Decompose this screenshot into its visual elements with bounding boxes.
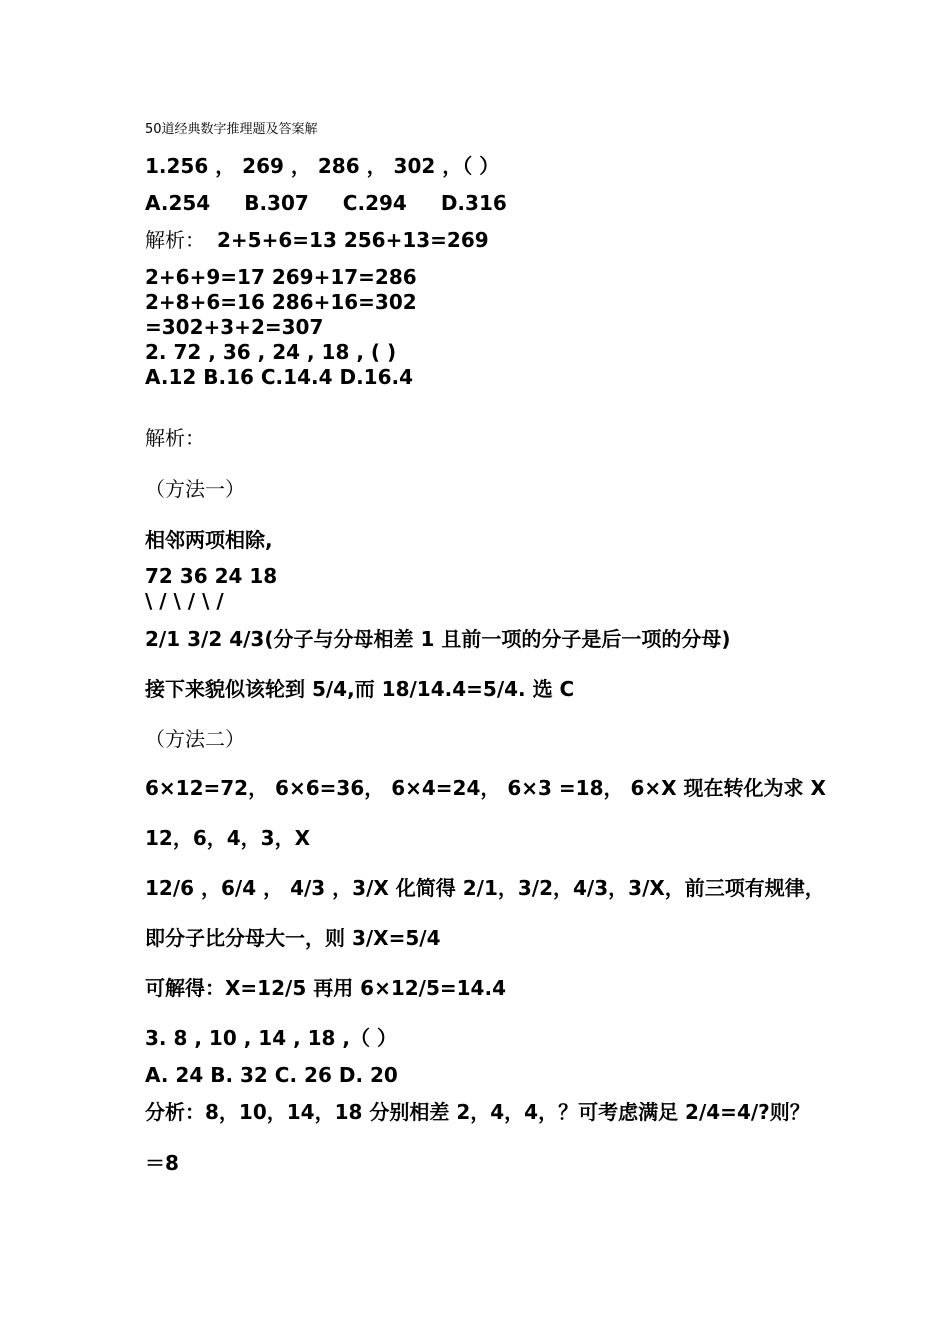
- q2-m2-line1: 6×12=72， 6×6=36， 6×4=24， 6×3 =18， 6×X 现在转化为求 X: [145, 776, 826, 800]
- q2-question: 2. 72 , 36 , 24 , 18 , ( ): [145, 340, 397, 364]
- document-title: 50道经典数字推理题及答案解: [145, 122, 318, 137]
- q2-m2-line2: 12，6，4，3，X: [145, 826, 310, 850]
- q2-options: A.12 B.16 C.14.4 D.16.4: [145, 365, 414, 389]
- q3-answer: ＝8: [145, 1151, 179, 1175]
- q1-option-a: A.254: [145, 191, 211, 215]
- q1-line-3: =302+3+2=307: [145, 315, 324, 339]
- q2-m1-sequence: 72 36 24 18: [145, 564, 278, 588]
- q2-m1-conclusion: 接下来貌似该轮到 5/4,而 18/14.4=5/4. 选 C: [145, 677, 575, 701]
- q3-options: A. 24 B. 32 C. 26 D. 20: [145, 1063, 398, 1087]
- q2-analysis-label: 解析：: [145, 426, 205, 450]
- q1-option-b: B.307: [244, 191, 309, 215]
- q2-m1-line1: 相邻两项相除,: [145, 528, 273, 552]
- q2-method2-heading: （方法二）: [145, 727, 245, 751]
- q2-method1-heading: （方法一）: [145, 477, 245, 501]
- q2-m2-line4: 即分子比分母大一，则 3/X=5/4: [145, 926, 441, 950]
- q2-m1-slashes: \ / \ / \ /: [145, 589, 224, 613]
- q1-line-2: 2+8+6=16 286+16=302: [145, 290, 417, 314]
- q1-option-d: D.316: [440, 191, 507, 215]
- q1-analysis: [145, 228, 489, 252]
- q1-options: [145, 191, 507, 215]
- q3-analysis: 分析：8，10，14，18 分别相差 2，4，4，？可考虑满足 2/4=4/?则？: [145, 1100, 810, 1124]
- q1-analysis-first: 2+5+6=13 256+13=269: [217, 228, 489, 252]
- q1-analysis-label: 解析：: [145, 228, 205, 252]
- q3-question: 3. 8 , 10 , 14 , 18 ,（ ）: [145, 1026, 397, 1050]
- q1-option-c: C.294: [342, 191, 407, 215]
- q2-m1-fractions: 2/1 3/2 4/3(分子与分母相差 1 且前一项的分子是后一项的分母): [145, 627, 731, 651]
- q1-question: 1.256 ， 269 ， 286 ， 302 ，（ ）: [145, 154, 500, 178]
- q2-m2-line5: 可解得：X=12/5 再用 6×12/5=14.4: [145, 976, 506, 1000]
- q1-line-1: 2+6+9=17 269+17=286: [145, 265, 417, 289]
- q2-m2-line3: 12/6 ，6/4 ， 4/3 ，3/X 化简得 2/1，3/2，4/3，3/X，前三项有规律，: [145, 876, 825, 900]
